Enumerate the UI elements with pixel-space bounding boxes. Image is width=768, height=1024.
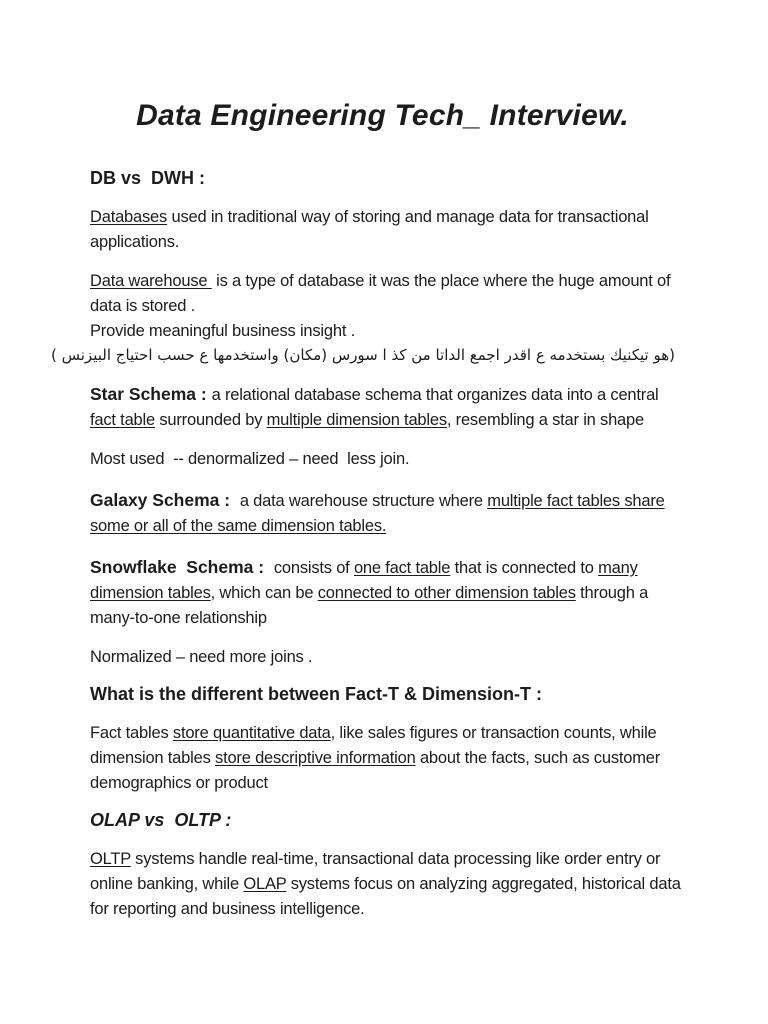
heading-fact-vs-dimension: What is the different between Fact-T & Dimension-T : bbox=[90, 684, 543, 704]
text-run: demographics or product bbox=[90, 774, 268, 792]
text-run: Fact tables bbox=[90, 724, 173, 742]
para-star-schema bbox=[90, 382, 675, 433]
text-run: applications. bbox=[90, 233, 180, 251]
inline-heading: Snowflake Schema : bbox=[90, 557, 274, 577]
para-data-warehouse bbox=[51, 269, 675, 366]
text-run: a data warehouse structure where bbox=[239, 492, 488, 510]
underlined-text: store quantitative data bbox=[172, 724, 331, 742]
underlined-text: fact table bbox=[90, 411, 155, 429]
text-line bbox=[90, 447, 675, 472]
text-line bbox=[90, 645, 675, 670]
para-star-note bbox=[90, 447, 675, 472]
text-line bbox=[90, 606, 675, 631]
text-line bbox=[90, 721, 675, 746]
text-line bbox=[90, 382, 675, 408]
text-line bbox=[90, 555, 675, 581]
text-run: , which can be bbox=[210, 584, 318, 602]
text-line bbox=[90, 488, 675, 514]
underlined-text: multiple fact tables share bbox=[487, 492, 665, 510]
para-olap-vs-oltp bbox=[90, 847, 681, 922]
para-databases bbox=[90, 205, 675, 255]
text-run: systems focus on analyzing aggregated, historical data bbox=[286, 875, 681, 893]
text-line bbox=[90, 746, 675, 771]
heading-db-vs-dwh: DB vs DWH : bbox=[90, 168, 206, 188]
text-line bbox=[90, 205, 675, 230]
underlined-text: Data warehouse bbox=[90, 272, 212, 290]
document-title: Data Engineering Tech_ Interview. bbox=[136, 99, 629, 132]
text-line-arabic bbox=[51, 344, 675, 366]
underlined-text: dimension tables bbox=[90, 584, 211, 602]
text-line bbox=[90, 230, 675, 255]
text-line bbox=[90, 514, 675, 539]
underlined-text: multiple dimension tables bbox=[266, 411, 447, 429]
text-run: systems handle real-time, transactional data processing like order entry or bbox=[130, 850, 661, 868]
underlined-text: OLAP bbox=[243, 875, 287, 893]
underlined-text: many bbox=[598, 559, 638, 577]
text-run: that is connected to bbox=[450, 559, 599, 577]
text-line bbox=[90, 847, 675, 872]
text-run: a relational database schema that organizes data into a central bbox=[211, 386, 659, 404]
text-run: consists of bbox=[273, 559, 354, 577]
text-line bbox=[90, 319, 675, 344]
para-snowflake-note bbox=[90, 645, 675, 670]
para-galaxy-schema bbox=[90, 488, 675, 539]
underlined-text: store descriptive information bbox=[215, 749, 416, 767]
text-line bbox=[90, 897, 675, 922]
underlined-text: OLTP bbox=[90, 850, 131, 868]
heading-olap-vs-oltp: OLAP vs OLTP : bbox=[90, 810, 232, 830]
text-run: is a type of database it was the place where the huge amount of bbox=[211, 272, 671, 290]
text-run: used in traditional way of storing and manage data for transactional bbox=[167, 208, 649, 226]
para-fact-vs-dimension bbox=[90, 721, 675, 796]
text-line bbox=[90, 872, 681, 897]
text-run: many-to-one relationship bbox=[90, 609, 267, 627]
text-run: surrounded by bbox=[154, 411, 267, 429]
text-run: online banking, while bbox=[90, 875, 244, 893]
text-run: through a bbox=[575, 584, 649, 602]
text-line bbox=[90, 771, 675, 796]
text-run: , resembling a star in shape bbox=[446, 411, 644, 429]
text-run: Provide meaningful business insight . bbox=[90, 322, 356, 340]
text-run: , like sales figures or transaction counts, while bbox=[330, 724, 657, 742]
inline-heading: Star Schema : bbox=[90, 384, 212, 404]
text-run: (هو تيكنيك بستخدمه ع اقدر اجمع الداتا من كذ ا سورس (مكان) واستخدمها ع حسب احتياج البيزنس ) bbox=[51, 346, 675, 364]
underlined-text: Databases bbox=[90, 208, 168, 226]
text-run: for reporting and business intelligence. bbox=[90, 900, 365, 918]
text-line bbox=[90, 269, 675, 294]
underlined-text: some or all of the same dimension tables. bbox=[90, 517, 387, 535]
text-line bbox=[90, 581, 675, 606]
para-snowflake-schema bbox=[90, 555, 675, 631]
text-run: data is stored . bbox=[90, 297, 196, 315]
text-line bbox=[90, 294, 675, 319]
text-run: Normalized – need more joins . bbox=[90, 648, 313, 666]
text-run: dimension tables bbox=[90, 749, 216, 767]
text-line bbox=[90, 408, 675, 433]
underlined-text: connected to other dimension tables bbox=[317, 584, 576, 602]
inline-heading: Galaxy Schema : bbox=[90, 490, 240, 510]
text-run: Most used -- denormalized – need less join. bbox=[90, 450, 410, 468]
underlined-text: one fact table bbox=[353, 559, 451, 577]
text-run: about the facts, such as customer bbox=[415, 749, 661, 767]
